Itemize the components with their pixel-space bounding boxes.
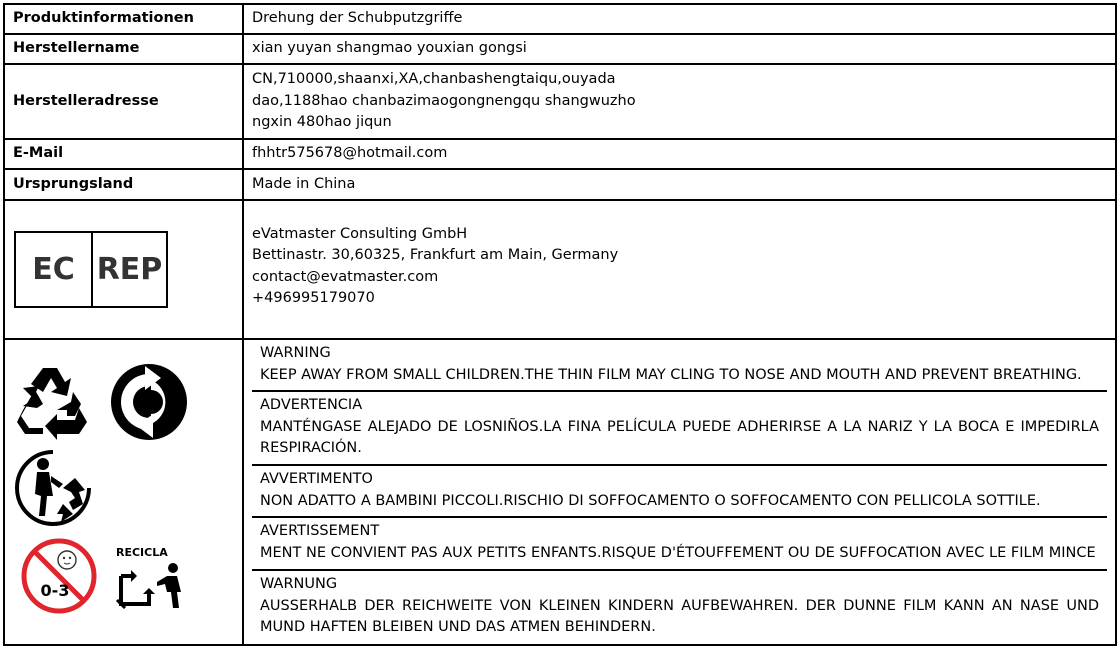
row-value-produktinformationen: Drehung der Schubputzgriffe bbox=[243, 4, 1116, 34]
ec-rep-right: REP bbox=[96, 251, 163, 287]
address-line-3: ngxin 480hao jiqun bbox=[252, 114, 392, 131]
warning-title-es: ADVERTENCIA bbox=[260, 397, 363, 413]
age-0-3-warning-icon bbox=[19, 536, 99, 616]
table-row bbox=[4, 169, 1116, 200]
warning-title-it: AVVERTIMENTO bbox=[260, 471, 373, 487]
ec-rep-cell bbox=[4, 200, 243, 339]
tidyman-recycle-icon bbox=[13, 448, 95, 530]
recycle-icon bbox=[13, 362, 93, 440]
ec-rep-details bbox=[243, 200, 1116, 339]
table-row bbox=[4, 4, 1116, 34]
row-value-ursprungsland: Made in China bbox=[243, 169, 1116, 200]
ec-rep-left: EC bbox=[16, 233, 93, 306]
row-label-ursprungsland: Ursprungsland bbox=[4, 169, 243, 200]
warning-text-de: AUSSERHALB DER REICHWEITE VON KLEINEN KINDERN AUFBEWAHREN. DER DUNNE FILM KANN AN NASE UND MUND HAFTEN BLEIBEN UND DAS ATMEN BEHINDERN. bbox=[260, 597, 1099, 635]
age-label: 0-3 bbox=[40, 581, 70, 600]
recicla-bin-icon bbox=[115, 562, 187, 610]
table-row bbox=[4, 139, 1116, 169]
ec-rep-email: contact@evatmaster.com bbox=[252, 268, 439, 285]
warning-text-es: MANTÉNGASE ALEJADO DE LOSNIÑOS.LA FINA PELÍCULA PUEDE ADHERIRSE A LA NARIZ Y LA BOCA E IMPEDIRLA RESPIRACIÓN. bbox=[260, 418, 1099, 456]
warning-block-it bbox=[252, 466, 1107, 518]
row-label-produktinformationen: Produktinformationen bbox=[4, 4, 243, 34]
table-row bbox=[4, 200, 1116, 339]
row-value-herstellername: xian yuyan shangmao youxian gongsi bbox=[243, 34, 1116, 64]
product-info-table bbox=[3, 3, 1117, 646]
green-dot-icon bbox=[109, 362, 189, 442]
recicla-label: RECICLA bbox=[116, 546, 168, 559]
address-line-2: dao,1188hao chanbazimaogongnengqu shangwuzho bbox=[252, 92, 636, 109]
ec-rep-logo bbox=[14, 231, 168, 308]
row-label-herstelleradresse: Herstelleradresse bbox=[4, 64, 243, 139]
warning-text-en: KEEP AWAY FROM SMALL CHILDREN.THE THIN FILM MAY CLING TO NOSE AND MOUTH AND PREVENT BREATHING. bbox=[260, 366, 1082, 383]
row-label-email: E-Mail bbox=[4, 139, 243, 169]
symbols-area bbox=[5, 340, 242, 640]
warning-block-es bbox=[252, 392, 1107, 466]
warnings-cell bbox=[243, 339, 1116, 645]
warning-text-it: NON ADATTO A BAMBINI PICCOLI.RISCHIO DI SOFFOCAMENTO O SOFFOCAMENTO CON PELLICOLA SOTTILE. bbox=[260, 492, 1041, 509]
warning-block-fr bbox=[252, 518, 1107, 571]
row-label-herstellername: Herstellername bbox=[4, 34, 243, 64]
ec-rep-address: Bettinastr. 30,60325, Frankfurt am Main, Germany bbox=[252, 247, 619, 263]
address-line-1: CN,710000,shaanxi,XA,chanbashengtaiqu,ouyada bbox=[252, 71, 616, 88]
row-value-email: fhhtr575678@hotmail.com bbox=[243, 139, 1116, 169]
row-value-herstelleradresse bbox=[243, 64, 1116, 139]
warning-title-de: WARNUNG bbox=[260, 576, 338, 592]
warning-text-fr: MENT NE CONVIENT PAS AUX PETITS ENFANTS.RISQUE D'ÉTOUFFEMENT OU DE SUFFOCATION AVEC LE FILM MINCE bbox=[260, 544, 1096, 561]
warning-title-en: WARNING bbox=[260, 345, 331, 361]
table-row bbox=[4, 34, 1116, 64]
warning-title-fr: AVERTISSEMENT bbox=[260, 523, 380, 539]
table-row bbox=[4, 64, 1116, 139]
ec-rep-company: eVatmaster Consulting GmbH bbox=[252, 225, 468, 242]
ec-rep-phone: +496995179070 bbox=[252, 290, 375, 306]
warning-block-de bbox=[252, 571, 1107, 644]
warning-block-en bbox=[252, 340, 1107, 392]
table-row bbox=[4, 339, 1116, 645]
symbols-cell bbox=[4, 339, 243, 645]
